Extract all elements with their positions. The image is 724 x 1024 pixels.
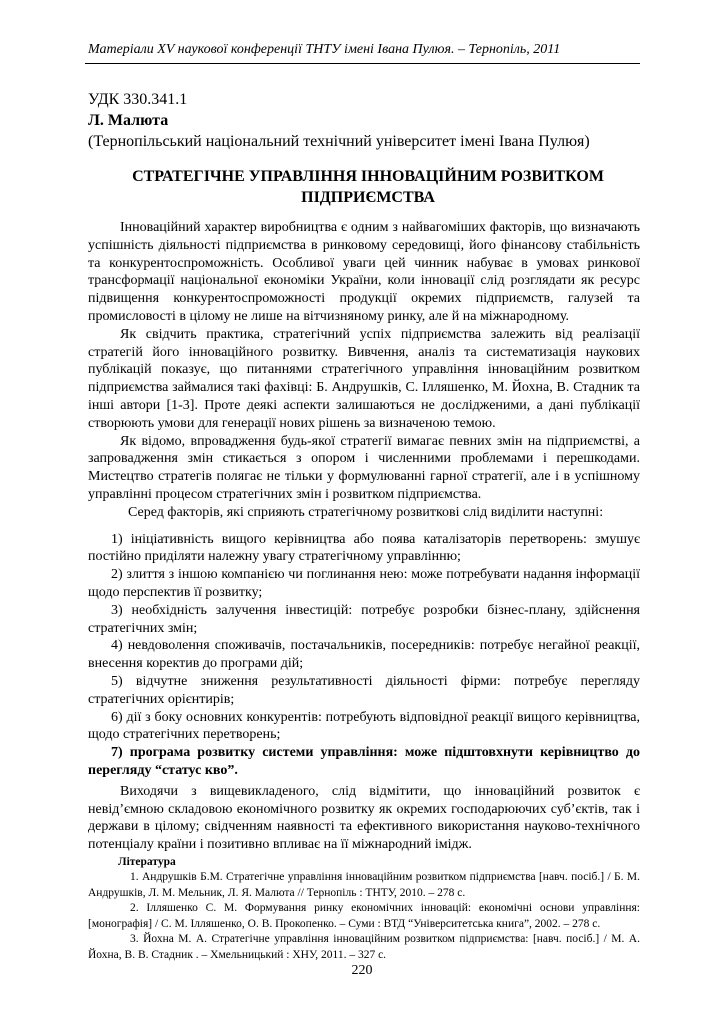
reference-item: 1. Андрушків Б.М. Стратегічне управління інноваційним розвитком підприємства [навч. посіб.] / Б. М. Андрушків, Л. М. Мельник, Л. Я. Малюта // Тернопіль : ТНТУ, 2010. – 278 с.	[88, 871, 640, 899]
reference-item: 3. Йохна М. А. Стратегічне управління інноваційним розвитком підприємства: [навч. посіб.] / М. А. Йохна, В. В. Стадник . – Хмельницький : ХНУ, 2011. – 327 с.	[88, 933, 640, 961]
reference-item: 2. Ілляшенко С. М. Формування ринку економічних інновацій: економічні основи управління: [монографія] / С. М. Ілляшенко, О. В. Прокопенко. – Суми : ВТД “Університетська книга”, 2002. – 278 с.	[88, 902, 640, 930]
running-header: Матеріали XV наукової конференції ТНТУ імені Івана Пулюя. – Тернопіль, 2011	[88, 42, 561, 57]
conclusion-paragraph: Виходячи з вищевикладеного, слід відмітити, що інноваційний розвиток є невід’ємною складовою економічного розвитку як окремих господарюючих суб’єктів, так і держави в цілому; свідченням наявності та ефективного використання науково-технічного потенціалу країни і позитивно впливає на її міжнародний імідж.	[88, 783, 640, 853]
list-intro: Серед факторів, які сприяють стратегічному розвиткові слід виділити наступні:	[128, 504, 604, 520]
article-meta	[88, 89, 648, 152]
article-body	[88, 219, 640, 963]
list-item: 2) злиття з іншою компанією чи поглинання нею: може потребувати надання інформації щодо перспектив її розвитку;	[88, 567, 640, 600]
list-item: 4) невдоволення споживачів, постачальників, посередників: потребує негайної реакції, внесення коректив до програми дій;	[88, 638, 640, 672]
factors-list	[88, 531, 640, 780]
header-rule	[85, 63, 640, 64]
references	[88, 855, 640, 964]
author-affiliation: (Тернопільський національний технічний університет імені Івана Пулюя)	[88, 133, 590, 150]
article-title: СТРАТЕГІЧНЕ УПРАВЛІННЯ ІННОВАЦІЙНИМ РОЗВИТКОМ ПІДПРИЄМСТВА	[132, 168, 604, 206]
list-item: 6) дії з боку основних конкурентів: потребують відповідної реакції вищого керівництва, щодо стратегічних перетворень;	[88, 709, 640, 743]
references-title: Література	[118, 855, 176, 868]
author-name: Л. Малюта	[88, 112, 169, 129]
paragraph: Як відомо, впровадження будь-якої стратегії вимагає певних змін на підприємстві, а запровадження змін стикається з опором і численними проблемами і перешкодами. Мистецтво стратегів полягає не тільки у формулюванні гарної стратегії, але і в успішному управлінні процесом стратегічних змін і розвитком підприємства.	[88, 433, 640, 502]
page-number: 220	[351, 963, 373, 978]
paragraph: Інноваційний характер виробництва є одним з найвагоміших факторів, що визначають успішність діяльності підприємства в ринковому середовищі, його фінансову стабільність та конкурентоспроможність. Особливої уваги цей чинник набуває в умовах ринкової трансформації національної економіки України, коли інновації слід розглядати як ресурс підвищення конкурентоспроможності продукції окремих підприємств, галузей та промисловості в цілому не лише на вітчизняному ринку, але й на міжнародному.	[88, 220, 640, 324]
list-item: 1) ініціативність вищого керівництва або поява каталізаторів перетворень: змушує постійно приділяти належну увагу стратегічному управлінню;	[88, 531, 640, 565]
list-item: 3) необхідність залучення інвестицій: потребує розробки бізнес-плану, здійснення стратегічних змін;	[88, 602, 640, 636]
list-item: 7) програма розвитку системи управління: може підштовхнути керівництво до перегляду “статус кво”.	[88, 745, 640, 778]
list-item: 5) відчутне зниження результативності діяльності фірми: потребує перегляду стратегічних орієнтирів;	[88, 673, 640, 707]
udc-code: УДК 330.341.1	[88, 91, 188, 108]
paragraph: Як свідчить практика, стратегічний успіх підприємства залежить від реалізації стратегій його інноваційного розвитку. Вивчення, аналіз та систематизація наукових публікацій показує, що питаннями стратегічного управління інноваційним розвитком підприємства займалися такі фахівці: Б. Андрушків, С. Ілляшенко, М. Йохна, В. Стадник та інші автори [1-3]. Проте деякі аспекти залишаються не дослідженими, а дані публікації створюють умови для генерації нових рішень за визначеною темою.	[88, 326, 640, 431]
